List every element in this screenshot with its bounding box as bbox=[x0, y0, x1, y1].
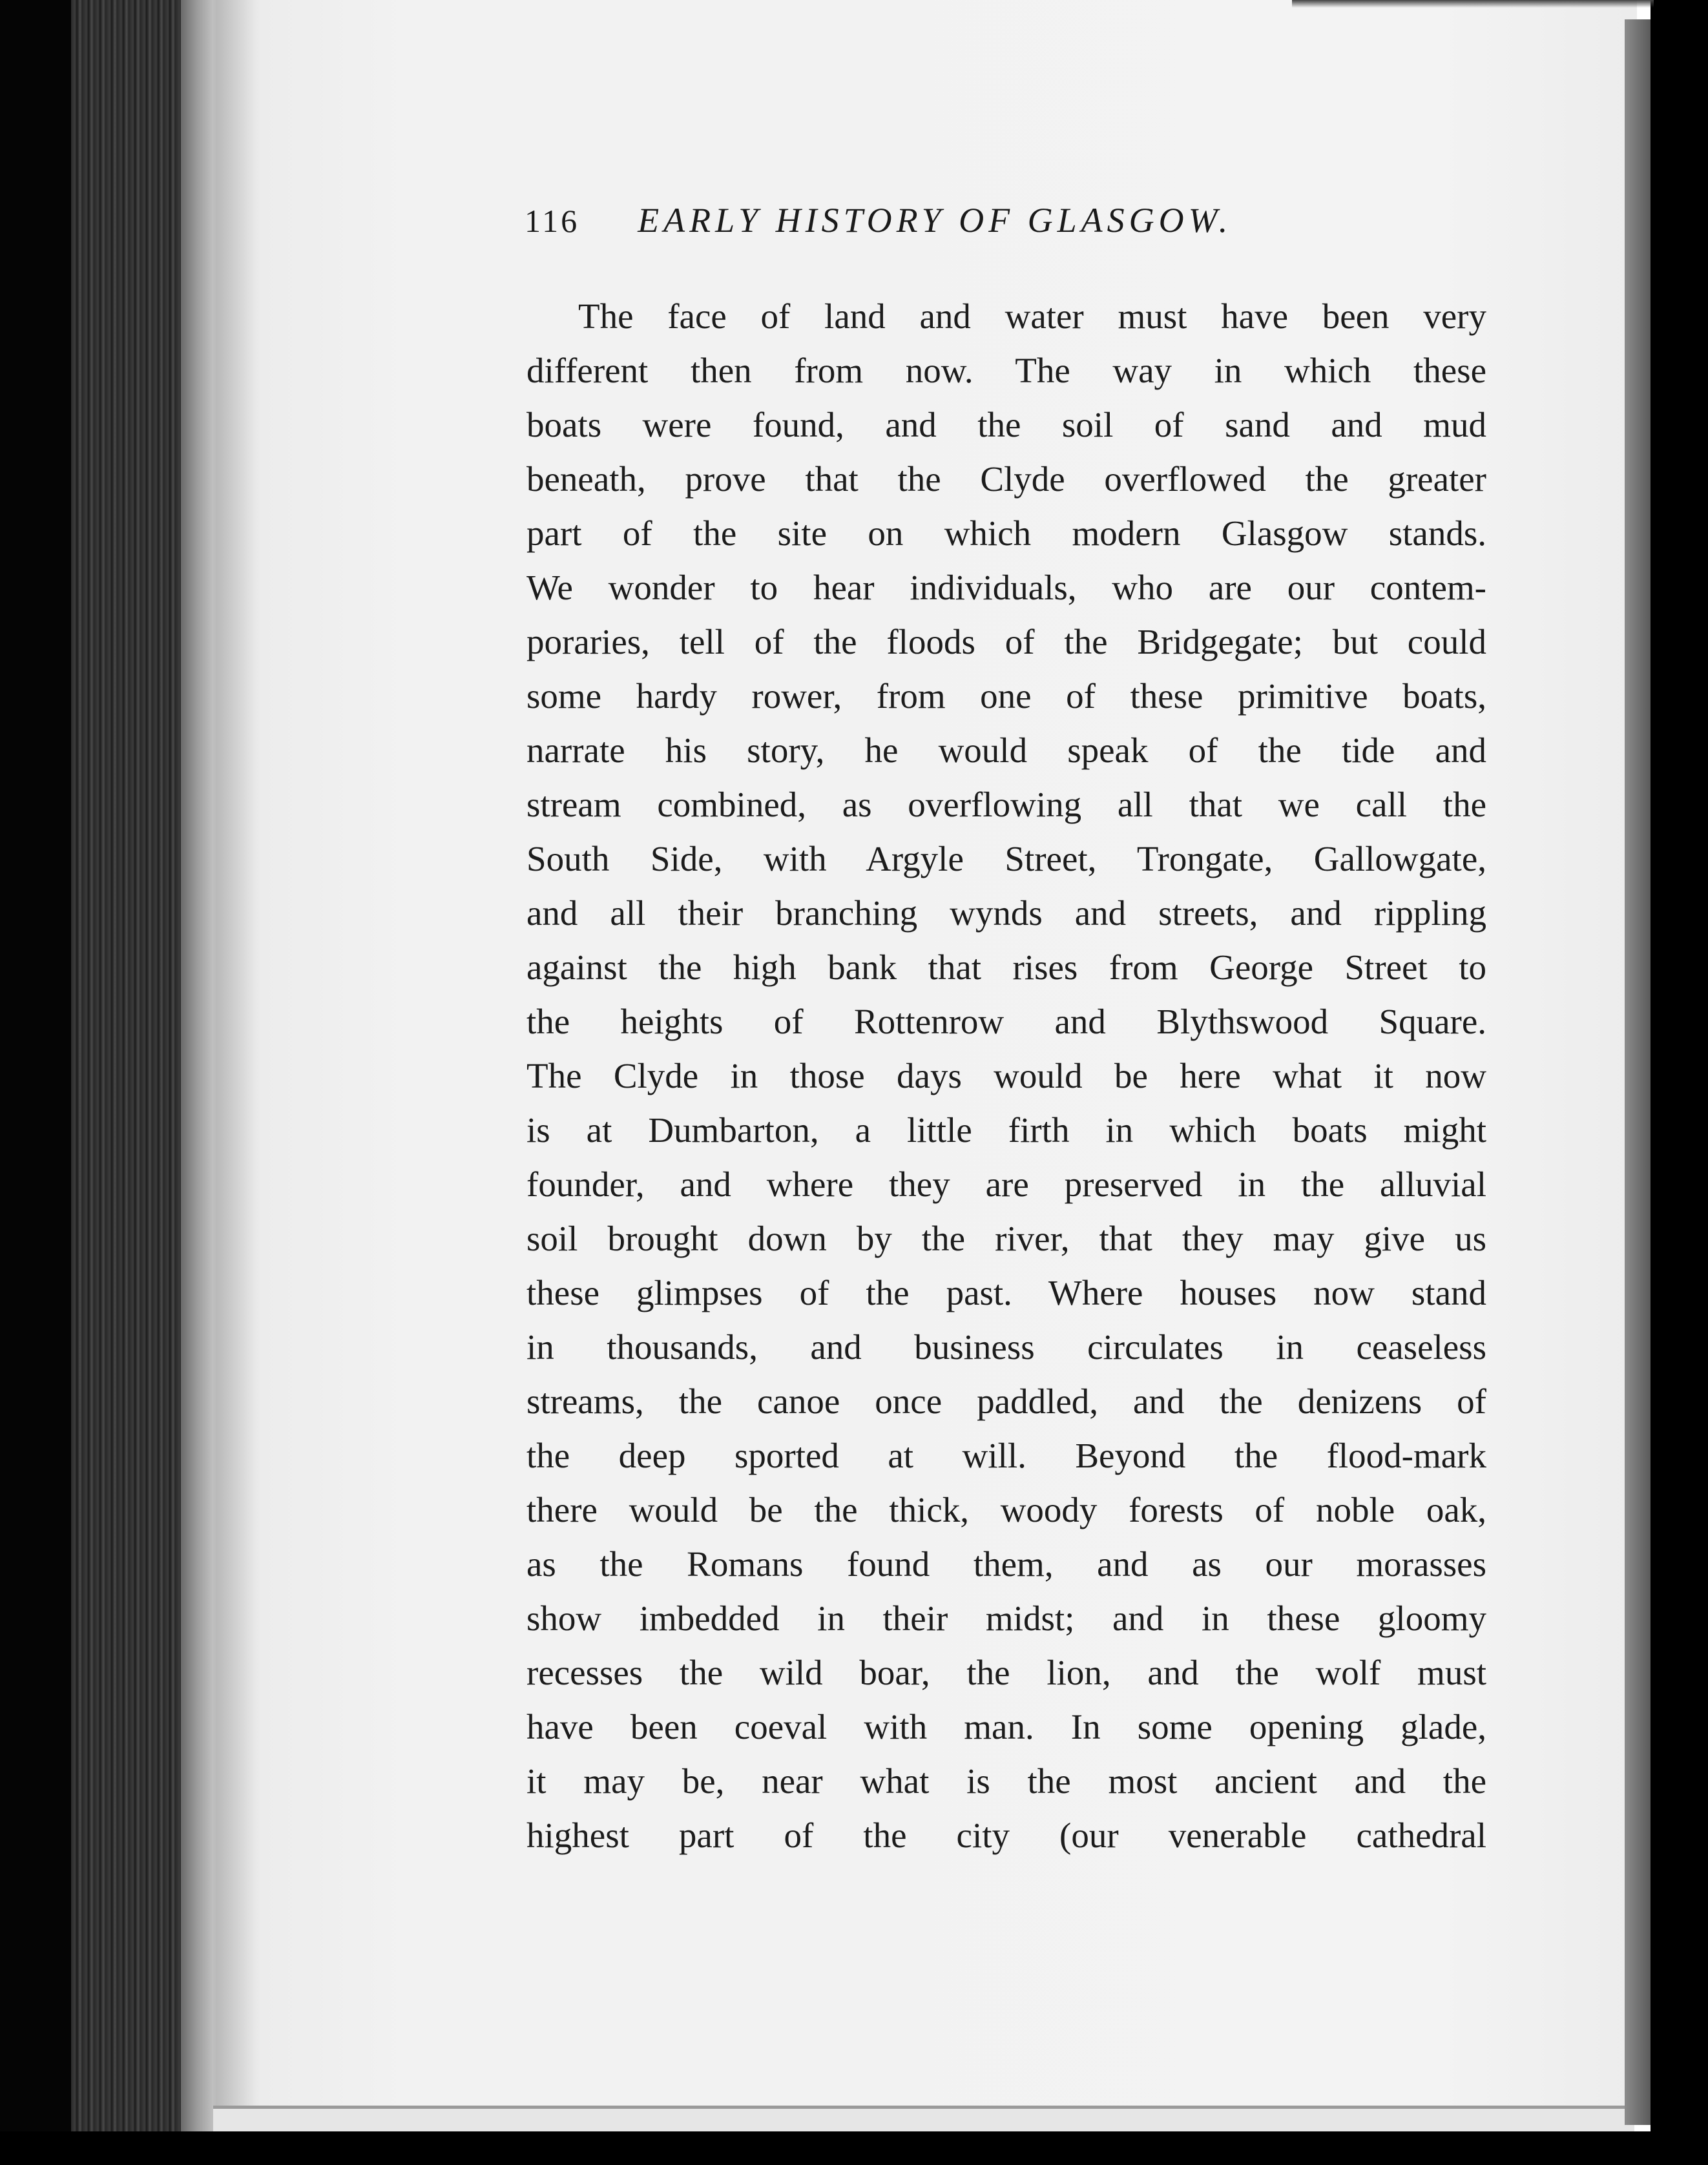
text-line: The Clyde in those days would be here what it now bbox=[526, 1056, 1486, 1095]
text-line: soil brought down by the river, that they may give us bbox=[526, 1219, 1486, 1258]
text-line: the deep sported at will. Beyond the flood-mark bbox=[526, 1436, 1486, 1475]
text-line: as the Romans found them, and as our morasses bbox=[526, 1544, 1486, 1584]
text-line: part of the site on which modern Glasgow stands. bbox=[526, 513, 1486, 553]
text-line: recesses the wild boar, the lion, and the wolf must bbox=[526, 1653, 1486, 1692]
text-line: against the high bank that rises from George Street to bbox=[526, 948, 1486, 987]
gutter-shadow bbox=[216, 0, 261, 2125]
top-shadow bbox=[1292, 0, 1654, 8]
running-title: EARLY HISTORY OF GLASGOW. bbox=[638, 201, 1233, 240]
text-line: different then from now. The way in which these bbox=[526, 351, 1486, 390]
text-line: highest part of the city (our venerable cathedral bbox=[526, 1816, 1486, 1855]
book-page-edges bbox=[71, 0, 224, 2131]
page-number: 116 bbox=[525, 203, 580, 239]
text-line: founder, and where they are preserved in the alluvial bbox=[526, 1165, 1486, 1204]
text-line: South Side, with Argyle Street, Trongate, Gallowgate, bbox=[526, 839, 1486, 878]
text-line: it may be, near what is the most ancient and the bbox=[526, 1761, 1486, 1801]
text-line: beneath, prove that the Clyde overflowed the greater bbox=[526, 459, 1486, 499]
text-line: in thousands, and business circulates in ceaseless bbox=[526, 1327, 1486, 1367]
text-line: and all their branching wynds and streets, and rippling bbox=[526, 893, 1486, 933]
text-line: the heights of Rottenrow and Blythswood Square. bbox=[526, 1002, 1486, 1041]
text-line: these glimpses of the past. Where houses now stand bbox=[526, 1273, 1486, 1312]
running-header bbox=[525, 200, 1364, 258]
text-line: is at Dumbarton, a little firth in which boats might bbox=[526, 1110, 1486, 1150]
text-line: boats were found, and the soil of sand and mud bbox=[526, 405, 1486, 444]
text-line: have been coeval with man. In some opening glade, bbox=[526, 1707, 1486, 1746]
text-line: The face of land and water must have been very bbox=[578, 296, 1486, 336]
text-line: poraries, tell of the floods of the Bridgegate; but could bbox=[526, 622, 1486, 661]
right-binding bbox=[1625, 19, 1651, 2125]
text-line: show imbedded in their midst; and in these gloomy bbox=[526, 1599, 1486, 1638]
text-line: there would be the thick, woody forests of noble oak, bbox=[526, 1490, 1486, 1529]
text-line: some hardy rower, from one of these primitive boats, bbox=[526, 676, 1486, 716]
page-bottom-edge bbox=[213, 2106, 1634, 2135]
text-line: We wonder to hear individuals, who are our contem- bbox=[526, 568, 1486, 607]
text-line: narrate his story, he would speak of the tide and bbox=[526, 730, 1486, 770]
text-line: streams, the canoe once paddled, and the denizens of bbox=[526, 1382, 1486, 1421]
right-scanner-edge bbox=[1651, 0, 1708, 2165]
scanner-background bbox=[0, 0, 71, 2165]
text-line: stream combined, as overflowing all that we call the bbox=[526, 785, 1486, 824]
body-text bbox=[526, 289, 1486, 1863]
bottom-scanner-edge bbox=[0, 2131, 1708, 2165]
